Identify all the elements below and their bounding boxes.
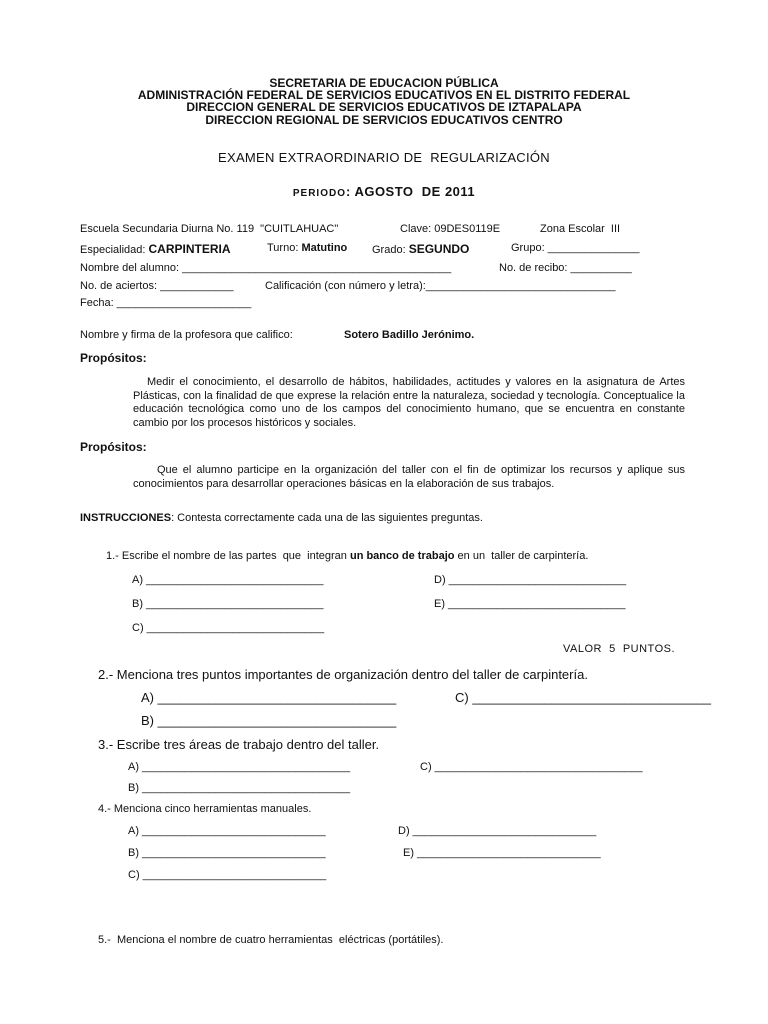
specialty-label: Especialidad: bbox=[80, 244, 149, 256]
school-clave: Clave: 09DES0119E bbox=[400, 223, 501, 235]
grade-value: SEGUNDO bbox=[408, 242, 470, 256]
purposes-title-2: Propósitos: bbox=[80, 440, 147, 454]
q3-answer-c[interactable]: C) __________________________________ bbox=[420, 761, 643, 773]
q1-answer-d[interactable]: D) _____________________________ bbox=[434, 574, 627, 586]
school-name: Escuela Secundaria Diurna No. 119 "CUITLAHUAC" bbox=[80, 223, 339, 235]
date-field[interactable]: Fecha: ______________________ bbox=[80, 297, 252, 309]
instructions-text: : Contesta correctamente cada una de las siguientes preguntas. bbox=[171, 512, 483, 524]
period-label: PERIODO bbox=[292, 188, 346, 199]
specialty bbox=[80, 242, 231, 256]
q4-answer-c[interactable]: C) ______________________________ bbox=[128, 869, 327, 881]
q1-answer-a[interactable]: A) _____________________________ bbox=[132, 574, 324, 586]
shift-value: Matutino bbox=[301, 242, 348, 254]
q3-answer-a[interactable]: A) __________________________________ bbox=[128, 761, 351, 773]
exam-title: EXAMEN EXTRAORDINARIO DE REGULARIZACIÓN bbox=[218, 150, 550, 165]
student-name-field[interactable]: Nombre del alumno: ____________________________________________ bbox=[80, 262, 452, 274]
question-1-prefix: 1.- Escribe el nombre de las partes que integran bbox=[106, 550, 350, 562]
grade bbox=[372, 242, 469, 256]
header-line-1: SECRETARIA DE EDUCACION PÚBLICA bbox=[269, 76, 499, 90]
grade-score-field[interactable]: Calificación (con número y letra):_______________________________ bbox=[265, 280, 616, 292]
purposes-text-1: Medir el conocimiento, el desarrollo de hábitos, habilidades, actitudes y valores en la asignatura de Artes Plásticas, con la finalidad de que exprese la relación entre la naturaleza, sociedad y tecnología. Conceptualice la educación tecnológica como uno de los campos del conocimiento humano, que se encuentra en constante cambio por los procesos históricos y sociales. bbox=[133, 376, 685, 429]
question-4: 4.- Menciona cinco herramientas manuales. bbox=[98, 803, 312, 815]
question-1-suffix: en un taller de carpintería. bbox=[454, 550, 589, 562]
question-3: 3.- Escribe tres áreas de trabajo dentro del taller. bbox=[98, 737, 380, 752]
q2-answer-c[interactable]: C) _________________________________ bbox=[455, 690, 711, 705]
instructions bbox=[80, 512, 483, 524]
school-zone: Zona Escolar III bbox=[540, 223, 621, 235]
q1-answer-b[interactable]: B) _____________________________ bbox=[132, 598, 324, 610]
question-1 bbox=[106, 550, 588, 562]
q2-answer-b[interactable]: B) _________________________________ bbox=[141, 713, 397, 728]
exam-period bbox=[0, 184, 768, 199]
question-5: 5.- Menciona el nombre de cuatro herramientas eléctricas (portátiles). bbox=[98, 934, 444, 946]
q1-value: VALOR 5 PUNTOS. bbox=[563, 643, 676, 655]
q1-answer-c[interactable]: C) _____________________________ bbox=[132, 622, 325, 634]
q4-answer-e[interactable]: E) ______________________________ bbox=[403, 847, 601, 859]
correct-answers-field[interactable]: No. de aciertos: ____________ bbox=[80, 280, 234, 292]
specialty-value: CARPINTERIA bbox=[148, 242, 231, 256]
q2-answer-a[interactable]: A) _________________________________ bbox=[141, 690, 397, 705]
group-field[interactable]: Grupo: _______________ bbox=[511, 242, 640, 254]
instructions-label: INSTRUCCIONES bbox=[80, 512, 172, 524]
purposes-text-2: Que el alumno participe en la organización del taller con el fin de optimizar los recursos y aplique sus conocimientos para desarrollar operaciones básicas en la elaboración de sus trabajos. bbox=[133, 464, 685, 490]
q4-answer-a[interactable]: A) ______________________________ bbox=[128, 825, 326, 837]
grade-label: Grado: bbox=[372, 244, 409, 256]
receipt-number-field[interactable]: No. de recibo: __________ bbox=[499, 262, 632, 274]
header-line-2: ADMINISTRACIÓN FEDERAL DE SERVICIOS EDUCATIVOS EN EL DISTRITO FEDERAL bbox=[137, 88, 631, 102]
shift-label: Turno: bbox=[267, 242, 302, 254]
q4-answer-d[interactable]: D) ______________________________ bbox=[398, 825, 597, 837]
question-2: 2.- Menciona tres puntos importantes de organización dentro del taller de carpintería. bbox=[98, 667, 588, 682]
question-1-bold: un banco de trabajo bbox=[349, 550, 455, 562]
teacher-name: Sotero Badillo Jerónimo. bbox=[344, 329, 475, 341]
purposes-title-1: Propósitos: bbox=[80, 351, 147, 365]
q1-answer-e[interactable]: E) _____________________________ bbox=[434, 598, 626, 610]
period-value: : AGOSTO DE 2011 bbox=[345, 184, 476, 199]
header-line-3: DIRECCION GENERAL DE SERVICIOS EDUCATIVOS DE IZTAPALAPA bbox=[186, 100, 582, 114]
header-line-4: DIRECCION REGIONAL DE SERVICIOS EDUCATIVOS CENTRO bbox=[205, 113, 563, 127]
teacher-label: Nombre y firma de la profesora que califico: bbox=[80, 329, 293, 341]
q3-answer-b[interactable]: B) __________________________________ bbox=[128, 782, 351, 794]
q4-answer-b[interactable]: B) ______________________________ bbox=[128, 847, 326, 859]
shift bbox=[267, 242, 347, 254]
